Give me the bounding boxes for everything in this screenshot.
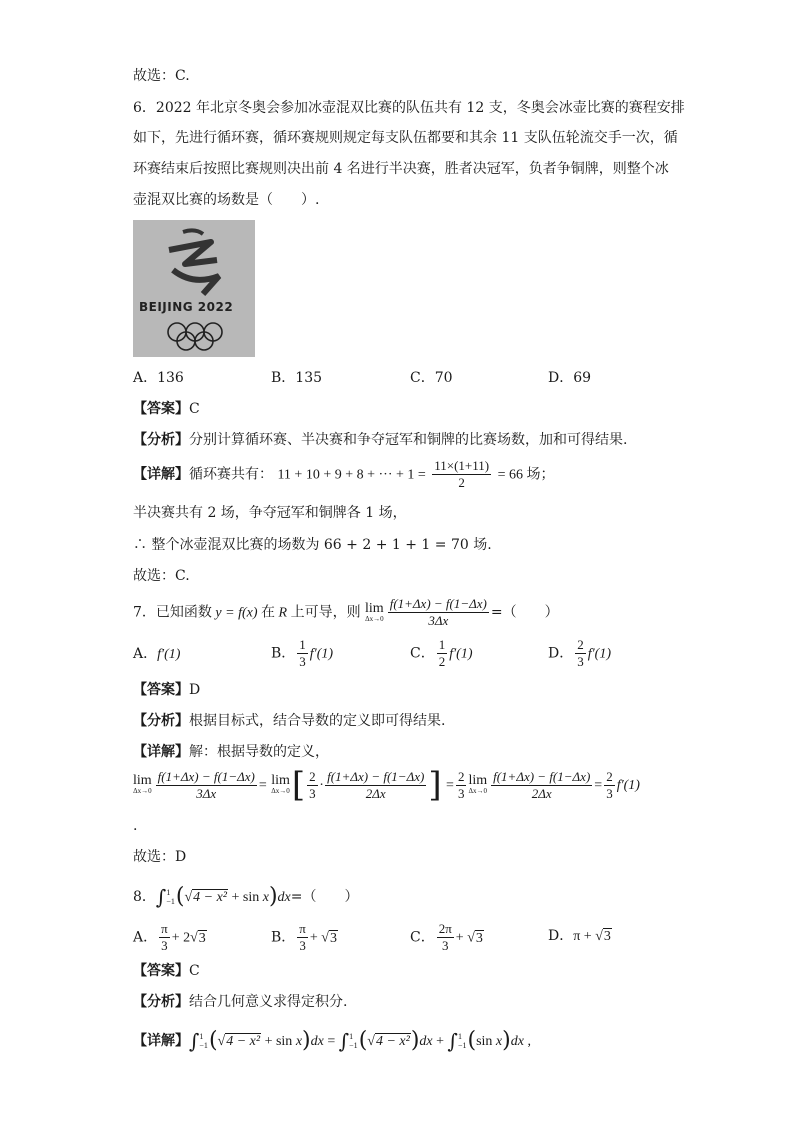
q7-stem: 7．已知函数 y = f(x) 在 R 上可导，则 lim Δx→0 $\frac{f(1+\Delta x) - f(1-\Delta x)}{3\Delta x}$ =（ ） [133,596,559,628]
q7-derivation: lim Δx→0 $\frac{f(1+\Delta x) - f(1-\Delta x)}{3\Delta x}$ = lim Δx→0 [ $\frac{2}{3}$ · $\frac{f(1+\Delta x) - f(1-\Delta x)}{2\Delta x}$ ] = $\frac{2}{3}$ lim Δx→0 $\frac{f(1+\Delta x) - f(1-\Delta x)}{2\Delta x}$ = $\frac{2}{3}$ f′(1) [133,765,640,805]
q6-stem-line-1: 6．2022 年北京冬奥会参加冰壶混双比赛的队伍共有 12 支，冬奥会冰壶比赛的赛程安排 [133,100,685,116]
q6-conclusion: 故选：C. [133,568,190,584]
q6-option-a: A．136 [133,370,184,386]
winter-olympics-emblem-icon [133,220,255,357]
q8-option-a: A． $\frac{\pi}{3}$ + 2√3 [133,921,206,953]
q8-option-b: B． $\frac{\pi}{3}$ + √3 [271,921,337,953]
q8-option-d: D．π + √3 [548,928,611,944]
q7-analysis: 【分析】根据目标式，结合导数的定义即可得结果. [133,713,446,729]
q7-conclusion: 故选：D [133,849,187,865]
q6-option-b: B．135 [271,370,323,386]
q6-detail: 【详解】循环赛共有： 11 + 10 + 9 + 8 + ··· + 1 = $\frac{11\times(1+11)}{2}$ = 66 场； [133,458,555,490]
q8-answer: 【答案】C [133,963,200,979]
beijing-2022-logo-image [133,220,255,357]
q6-analysis: 【分析】分别计算循环赛、半决赛和争夺冠军和铜牌的比赛场数，加和可得结果. [133,432,628,448]
previous-conclusion: 故选：C. [133,68,190,84]
q8-detail: 【详解】∫1 −1(√4 − x² + sin x)dx = ∫1 −1(√4 − x²)dx + ∫1 −1(sin x)dx , [133,1028,531,1053]
q8-analysis: 【分析】结合几何意义求得定积分. [133,994,348,1010]
q6-stem-line-4: 壶混双比赛的场数是（ ）. [133,192,320,208]
q6-option-c: C．70 [410,370,453,386]
logo-text: BEIJING 2022 [139,300,234,314]
q7-answer: 【答案】D [133,682,201,698]
q6-stem-line-3: 环赛结束后按照比赛规则决出前 4 名进行半决赛，胜者决冠军，负者争铜牌，则整个冰 [133,161,669,177]
q7-detail: 【详解】解：根据导数的定义， [133,744,329,760]
q8-stem: 8．∫1 −1(√4 − x² + sin x)dx=（ ） [133,884,359,909]
q6-option-d: D．69 [548,370,592,386]
q6-total-line: ∴ 整个冰壶混双比赛的场数为 66 + 2 + 1 + 1 = 70 场. [133,537,492,553]
q7-option-c: C． $\frac{1}{2}$ f′(1) [410,637,473,669]
q7-dot: . [133,818,138,834]
q7-option-b: B． $\frac{1}{3}$ f′(1) [271,637,334,669]
q7-option-a: A．f′(1) [133,646,181,662]
q6-answer: 【答案】C [133,401,200,417]
q7-option-d: D． $\frac{2}{3}$ f′(1) [548,637,612,669]
q6-fraction: $\frac{11\times(1+11)}{2}$ [434,458,490,490]
q6-semifinal-line: 半决赛共有 2 场，争夺冠军和铜牌各 1 场， [133,505,407,521]
q6-stem-line-2: 如下，先进行循环赛，循环赛规则规定每支队伍都要和其余 11 支队伍轮流交手一次，循 [133,130,678,146]
q8-option-c: C． $\frac{2\pi}{3}$ + √3 [410,921,483,953]
